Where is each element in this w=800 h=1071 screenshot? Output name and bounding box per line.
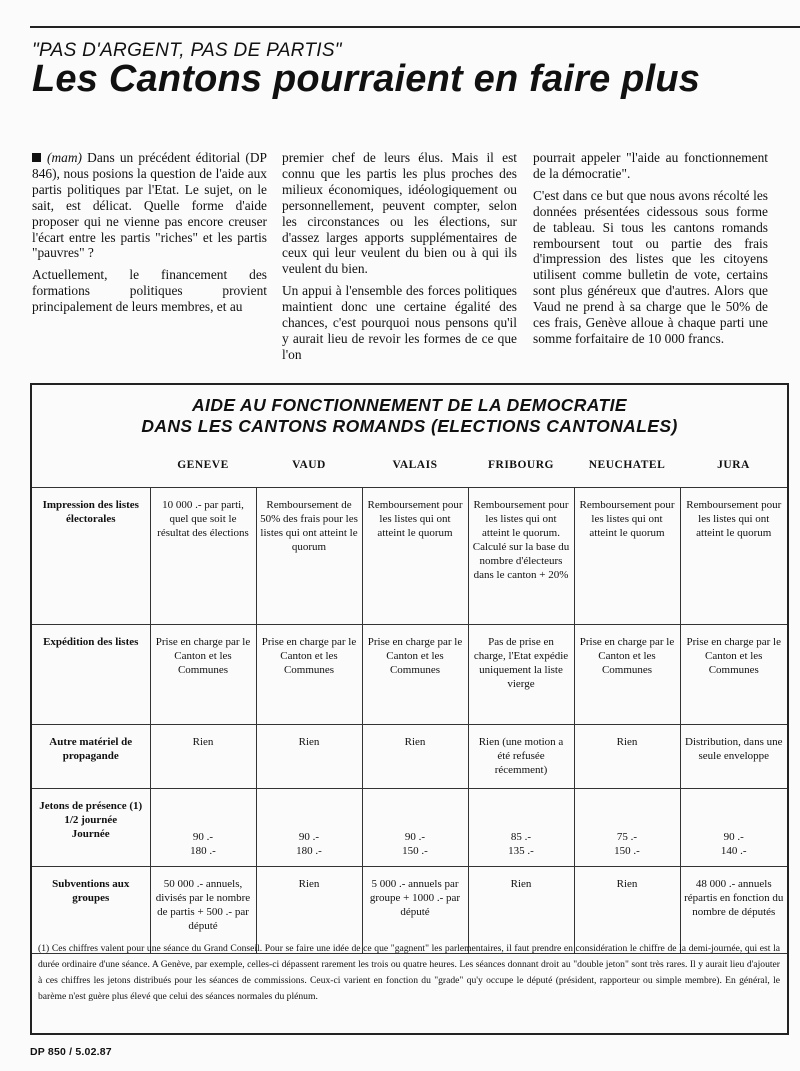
- table-cell: Rien: [574, 725, 680, 789]
- table-cell: Prise en charge par le Canton et les Communes: [256, 625, 362, 725]
- table-title: AIDE AU FONCTIONNEMENT DE LA DEMOCRATIE DANS LES CANTONS ROMANDS (ELECTIONS CANTONALES): [141, 395, 678, 436]
- table-cell: 5 000 .- annuels par groupe + 1000 .- par député: [362, 867, 468, 954]
- row-label: Autre matériel de propagande: [32, 725, 150, 789]
- table-footnote: (1) Ces chiffres valent pour une séance du Grand Conseil. Pour se faire une idée de ce que "gagnent" les parlementaires, il faut prendre en considération le chiffre de la demi-journée, qui est la durée ordinaire d'une séance. A Genève, par exemple, celles-ci dépassent rarement les trois ou quatre heures. Les séances donnant droit au "double jeton" sont très rares. Il y aurait lieu d'ajouter à ces chiffres les jetons distribués pour les séances de commissions. Ceux-ci varient en fonction du "grade" qu'y occupe le député (président, rapporteur ou simple membre). En général, le barème n'est guère plus élevé que celui des séances normales du plénum.: [38, 943, 780, 1002]
- table-cell: Rien (une motion a été refusée récemment): [468, 725, 574, 789]
- table-cell: Remboursement pour les listes qui ont atteint le quorum: [574, 488, 680, 625]
- page-footer: DP 850 / 5.02.87: [30, 1046, 112, 1058]
- article-paragraph: premier chef de leurs élus. Mais il est connu que les partis les plus proches des milieux économiques, idéologiquement ou personnellement, peuvent compter, selon les circonstances ou les élections, sur d'assez larges apports supplémentaires de ceux qui leur veulent du bien ou à qui ils veulent du bien.: [282, 150, 517, 277]
- table-cell: Remboursement pour les listes qui ont atteint le quorum: [362, 488, 468, 625]
- table-cell: 90 .- 140 .-: [680, 789, 787, 867]
- kicker: "PAS D'ARGENT, PAS DE PARTIS": [32, 40, 342, 61]
- table-cell: Prise en charge par le Canton et les Communes: [680, 625, 787, 725]
- article-paragraph: C'est dans ce but que nous avons récolté les données présentées cidessous sous forme de tableau. Si tous les cantons romands remboursent tout ou partie des frais d'impression des listes que les citoyens utilisent comme bulletin de vote, certains sont plus généreux que d'autres. Alors que Vaud ne prend à sa charge que le 50% de ces frais, Genève alloue à chaque parti une somme forfaitaire de 10 000 francs.: [533, 187, 768, 346]
- table-cell: 90 .- 180 .-: [256, 789, 362, 867]
- table-cell: Remboursement de 50% des frais pour les listes qui ont atteint le quorum: [256, 488, 362, 625]
- table-cell: Rien: [256, 867, 362, 954]
- table-cell: 75 .- 150 .-: [574, 789, 680, 867]
- table-header-row: [32, 443, 787, 488]
- headline: Les Cantons pourraient en faire plus: [32, 58, 701, 100]
- article-column-1: [32, 150, 267, 321]
- table-cell: Remboursement pour les listes qui ont atteint le quorum. Calculé sur la base du nombre d'électeurs dans le canton + 20%: [468, 488, 574, 625]
- row-label: Subventions aux groupes: [32, 867, 150, 954]
- header-geneve: GENEVE: [150, 443, 256, 488]
- table-cell: Rien: [362, 725, 468, 789]
- header-neuchatel: NEUCHATEL: [574, 443, 680, 488]
- header-empty: [32, 443, 150, 488]
- article-column-3: [533, 150, 768, 353]
- row-label: Impression des listes électorales: [32, 488, 150, 625]
- table-row: [32, 488, 787, 625]
- article-paragraph: pourrait appeler "l'aide au fonctionnement de la démocratie".: [533, 150, 768, 181]
- table-cell: Remboursement pour les listes qui ont atteint le quorum: [680, 488, 787, 625]
- header-vaud: VAUD: [256, 443, 362, 488]
- article-paragraph: Un appui à l'ensemble des forces politiques maintient donc une certaine égalité des chances, c'est pourquoi nous pensons qu'il y aurait lieu de revoir les formes de ce que l'on: [282, 283, 517, 362]
- table-cell: Rien: [150, 725, 256, 789]
- table-cell: 85 .- 135 .-: [468, 789, 574, 867]
- table-cell: 48 000 .- annuels répartis en fonction du nombre de députés: [680, 867, 787, 954]
- byline: (mam): [47, 150, 82, 165]
- table-cell: Prise en charge par le Canton et les Communes: [362, 625, 468, 725]
- table-cell: Rien: [256, 725, 362, 789]
- table-row: [32, 625, 787, 725]
- article-column-2: [282, 150, 517, 369]
- table-cell: Rien: [468, 867, 574, 954]
- table-cell: 90 .- 180 .-: [150, 789, 256, 867]
- table-cell: 50 000 .- annuels, divisés par le nombre de partis + 500 .- par député: [150, 867, 256, 954]
- article-paragraph: Actuellement, le financement des formations politiques provient principalement de leurs membres, et au: [32, 267, 267, 315]
- bullet-square-icon: [32, 153, 41, 162]
- table-row: [32, 725, 787, 789]
- table-cell: Prise en charge par le Canton et les Communes: [574, 625, 680, 725]
- table-cell: Prise en charge par le Canton et les Communes: [150, 625, 256, 725]
- table-cell: 10 000 .- par parti, quel que soit le résultat des élections: [150, 488, 256, 625]
- table-box: [30, 383, 789, 1035]
- row-label: Expédition des listes: [32, 625, 150, 725]
- aid-table: [32, 443, 787, 954]
- table-cell: Distribution, dans une seule enveloppe: [680, 725, 787, 789]
- table-cell: 90 .- 150 .-: [362, 789, 468, 867]
- table-row: [32, 789, 787, 867]
- article-paragraph: (mam) Dans un précédent éditorial (DP 846), nous posions la question de l'aide aux partis politiques par l'Etat. Le sujet, on le sait, est délicat. Quelle forme d'aide proposer qui ne vienne pas encore creuser l'écart entre les partis "riches" et les partis "pauvres" ?: [32, 150, 267, 261]
- header-fribourg: FRIBOURG: [468, 443, 574, 488]
- top-rule: [30, 26, 800, 28]
- header-jura: JURA: [680, 443, 787, 488]
- table-cell: Pas de prise en charge, l'Etat expédie uniquement la liste vierge: [468, 625, 574, 725]
- header-valais: VALAIS: [362, 443, 468, 488]
- row-label: Jetons de présence (1) 1/2 journée Journée: [32, 789, 150, 867]
- table-cell: Rien: [574, 867, 680, 954]
